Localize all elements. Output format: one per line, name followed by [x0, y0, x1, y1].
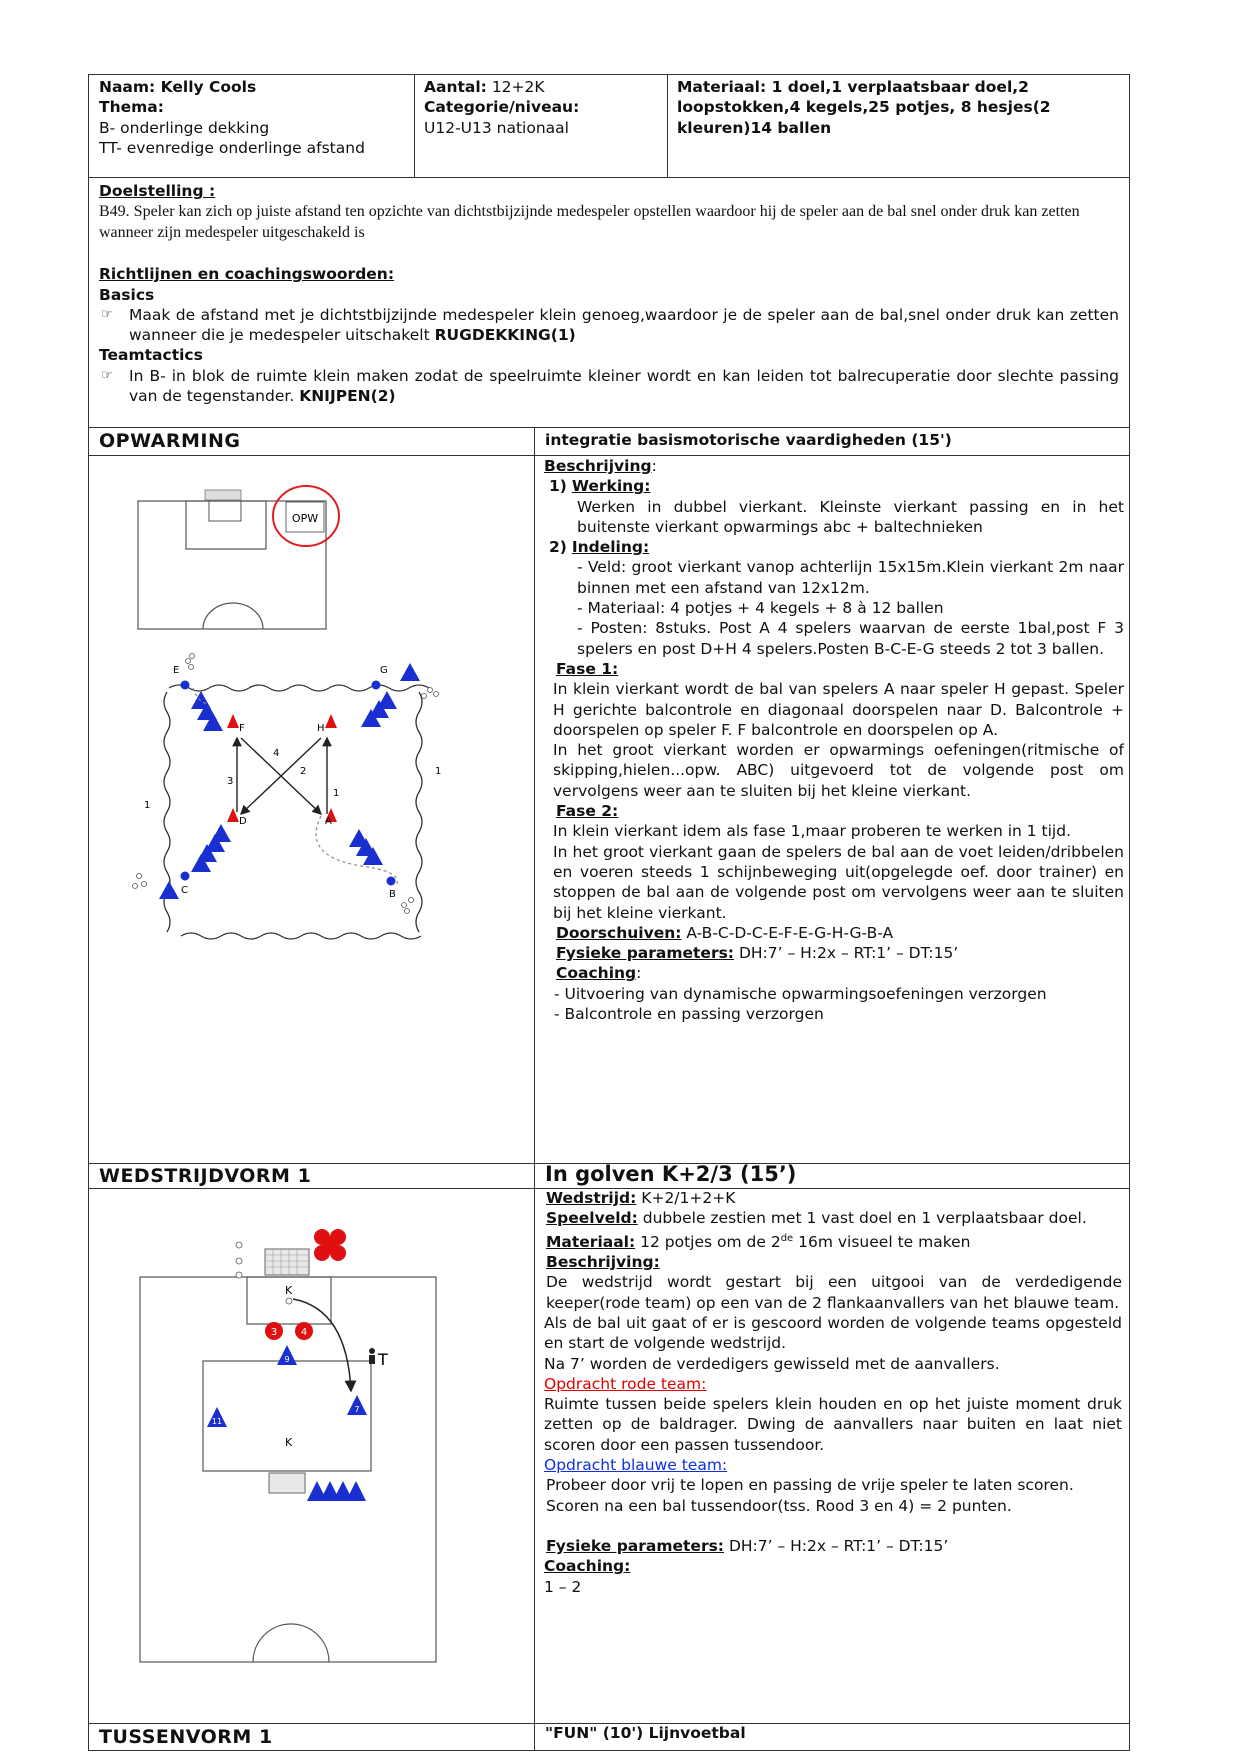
- player-label: B: [389, 889, 396, 900]
- basics-bold: RUGDEKKING(1): [434, 326, 576, 345]
- header-row: [88, 74, 1130, 178]
- doorschuiven-text: A-B-C-D-C-E-F-E-G-H-G-B-A: [681, 923, 894, 942]
- werking-title: Werking:: [571, 477, 651, 496]
- categorie-value: U12-U13 nationaal: [424, 118, 569, 137]
- doelstelling-title: Doelstelling :: [99, 182, 216, 200]
- trainer-icon: [369, 1348, 375, 1364]
- teamtactics-bold: KNIJPEN(2): [299, 387, 396, 406]
- player-label: G: [380, 665, 388, 676]
- fase1-title: Fase 1:: [556, 659, 619, 678]
- header-name-cell: [99, 77, 409, 177]
- header-aantal-cell: [424, 77, 664, 177]
- teamtactics-title: Teamtactics: [99, 346, 203, 365]
- fase1-text-1: In klein vierkant wordt de bal van spelers A naar speler H gepast. Speler H gerichte balcontrole en diagonaal doorspelen naar D. Balcontrole + doorspelen op speler F. F balcontrole en doorspelen op A.: [553, 680, 1124, 739]
- pointing-hand-icon: ☞: [101, 306, 113, 322]
- player-label: A: [325, 816, 332, 827]
- teamtactics-text: In B- in blok de ruimte klein maken zodat de speelruimte kleiner wordt en kan leiden tot balrecuperatie door slechte passing van de tegenstander.: [129, 366, 1119, 406]
- doelstelling-text: B49. Speler kan zich op juiste afstand ten opzichte van dichtstbijzijnde medespeler opstellen waardoor hij de speler aan de bal snel onder druk kan zetten wanneer zijn medespeler uitgeschakeld is: [99, 203, 1080, 242]
- fase2-title: Fase 2:: [556, 802, 619, 821]
- aantal-value: 12+2K: [491, 78, 545, 96]
- arrow-number: 4: [273, 748, 280, 759]
- pointing-hand-icon: ☞: [101, 367, 113, 383]
- indeling-title: Indeling:: [571, 538, 650, 557]
- indeling-line: - Materiaal: 4 potjes + 4 kegels + 8 à 12 ballen: [577, 599, 944, 618]
- richtlijnen-title: Richtlijnen en coachingswoorden:: [99, 265, 395, 284]
- tussenvorm-subtitle: "FUN" (10') Lijnvoetbal: [545, 1724, 746, 1742]
- arrow-number: 1: [435, 766, 442, 777]
- player-label: D: [239, 816, 247, 827]
- coaching-line: - Balcontrole en passing verzorgen: [554, 1005, 824, 1024]
- tussenvorm-header-row: [88, 1723, 1130, 1751]
- fase2-text-1: In klein vierkant idem als fase 1,maar proberen te werken in 1 tijd.: [553, 822, 1071, 841]
- arrow-number: 1: [333, 788, 340, 799]
- wedstrijdvorm-subtitle: In golven K+2/3 (15’): [545, 1162, 797, 1186]
- red-player-number: 3: [270, 1327, 278, 1338]
- blue-player-number: 9: [284, 1355, 290, 1364]
- keeper-label: K: [285, 1284, 293, 1297]
- indeling-line: - Posten: 8stuks. Post A 4 spelers waarvan de eerste 1bal,post F 3 spelers en post D+H 4 spelers.Posten B-C-E-G steeds 2 tot 3 ballen.: [577, 619, 1124, 658]
- thema-line-2: TT- evenredige onderlinge afstand: [99, 138, 365, 157]
- basics-text: Maak de afstand met je dichtstbijzijnde medespeler klein genoeg,waardoor je de speler aan de bal,snel onder druk kan zetten wanneer die je medespeler uitschakelt: [129, 305, 1119, 345]
- opwarming-title: OPWARMING: [99, 430, 241, 452]
- opwarming-subtitle: integratie basismotorische vaardigheden (15'): [545, 431, 952, 449]
- basics-title: Basics: [99, 285, 155, 304]
- trainer-label: T: [378, 1350, 388, 1369]
- categorie-label: Categorie/niveau:: [424, 98, 580, 117]
- keeper-label: K: [285, 1436, 293, 1449]
- trainer-name: Naam: Kelly Cools: [99, 78, 257, 96]
- fysieke-text: DH:7’ – H:2x – RT:1’ – DT:15’: [734, 944, 959, 963]
- teamtactics-bullet: [99, 366, 1119, 407]
- wedstrijdvorm-header-row: [88, 1163, 1130, 1189]
- wedstrijdvorm-title: WEDSTRIJDVORM 1: [99, 1165, 312, 1187]
- wedstrijdvorm-diagram: [89, 1189, 534, 1723]
- blue-player-number: 11: [211, 1417, 223, 1426]
- wedstrijdvorm-text: Wedstrijd: K+2/1+2+K Speelveld: dubbele zestien met 1 vast doel en 1 verplaatsbaar doel. Materiaal: 12 potjes om de 2de 16m visueel te maken Beschrijving: De wedstrijd wordt gestart bij een uitgooi van de verdedigende keeper(rode team) op een van de 2 flankaanvallers van het blauwe team. Als de bal uit gaat of er is gescoord worden de volgende teams opgesteld en start de volgende wedstrijd. Na 7’ worden de verdedigers gewisseld met de aanvallers. Opdracht rode team: Ruimte tussen beide spelers klein houden en op het juiste moment druk zetten op de baldrager. Dwing de aanvallers naar buiten en laat niet scoren door een passen tussendoor. Opdracht blauwe team: Probeer door vrij te lopen en passing de vrije speler te laten scoren. Scoren na een bal tussendoor(tss. Rood 3 en 4) = 2 punten. Fysieke parameters: DH:7’ – H:2x – RT:1’ – DT:15’ Coaching: 1 – 2: [544, 1189, 1122, 1596]
- coaching-line: - Uitvoering van dynamische opwarmingsoefeningen verzorgen: [554, 984, 1047, 1003]
- opdracht-rood-title: Opdracht rode team:: [544, 1374, 707, 1393]
- fase1-text-2: In het groot vierkant worden er opwarmings oefeningen(ritmische of skipping,hielen...opw. ABC) uitgevoerd tot de volgende post om vervolgens weer aan te sluiten bij het kleine vierkant.: [553, 741, 1124, 800]
- player-label: H: [317, 723, 325, 734]
- player-label: C: [181, 885, 188, 896]
- player-label: E: [173, 665, 180, 676]
- player-label: F: [239, 723, 245, 734]
- indeling-line: - Veld: groot vierkant vanop achterlijn 15x15m.Klein vierkant 2m naar binnen met een afstand van 12x12m.: [577, 558, 1124, 597]
- red-player-number: 4: [300, 1327, 308, 1338]
- thema-label: Thema:: [99, 98, 164, 117]
- fysieke-title: Fysieke parameters:: [556, 944, 735, 963]
- doelstelling-row: [88, 177, 1130, 428]
- opw-label: OPW: [291, 512, 319, 525]
- aantal-label: Aantal:: [424, 78, 487, 96]
- arrow-number: 3: [227, 776, 234, 787]
- tussenvorm-title: TUSSENVORM 1: [99, 1726, 273, 1748]
- werking-text: Werken in dubbel vierkant. Kleinste vierkant passing en in het buitenste vierkant opwarmings abc + baltechnieken: [577, 497, 1124, 536]
- blue-player-number: 7: [354, 1405, 360, 1414]
- doorschuiven-title: Doorschuiven:: [556, 923, 682, 942]
- materiaal-text: Materiaal: 1 doel,1 verplaatsbaar doel,2 loopstokken,4 kegels,25 potjes, 8 hesjes(2 kleuren)14 ballen: [677, 78, 1051, 137]
- header-materiaal-cell: [677, 77, 1122, 177]
- opdracht-blauw-title: Opdracht blauwe team:: [544, 1456, 728, 1475]
- opwarming-text: Beschrijving: 1) Werking: Werken in dubbel vierkant. Kleinste vierkant passing en in het buitenste vierkant opwarmings abc + baltechnieken 2) Indeling: - Veld: groot vierkant vanop achterlijn 15x15m.Klein vierkant 2m naar binnen met een afstand van 12x12m. - Materiaal: 4 potjes + 4 kegels + 8 à 12 ballen - Posten: 8stuks. Post A 4 spelers waarvan de eerste 1bal,post F 3 spelers en post D+H 4 spelers.Posten B-C-E-G steeds 2 tot 3 ballen. Fase 1: In klein vierkant wordt de bal van spelers A naar speler H gepast. Speler H gerichte balcontrole en diagonaal doorspelen naar D. Balcontrole + doorspelen op speler F. F balcontrole en doorspelen op A. In het groot vierkant worden er opwarmings oefeningen(ritmische of skipping,hielen...opw. ABC) uitgevoerd tot de volgende post om vervolgens weer aan te sluiten bij het kleine vierkant. Fase 2: In klein vierkant idem als fase 1,maar proberen te werken in 1 tijd. In het groot vierkant gaan de spelers de bal aan de voet leiden/dribbelen en voeren steeds 1 schijnbeweging uit(opgelegde oef. door trainer) en stoppen de bal aan de volgende post om vervolgens weer aan te sluiten bij het kleine vierkant. Doorschuiven: A-B-C-D-C-E-F-E-G-H-G-B-A Fysieke parameters: DH:7’ – H:2x – RT:1’ – DT:15’ Coaching: - Uitvoering van dynamische opwarmingsoefeningen verzorgen - Balcontrole en passing verzorgen: [544, 457, 1124, 1024]
- thema-line-1: B- onderlinge dekking: [99, 118, 270, 137]
- arrow-number: 1: [144, 800, 151, 811]
- arrow-number: 2: [300, 766, 307, 777]
- opwarming-diagram: [89, 456, 534, 1163]
- fase2-text-2: In het groot vierkant gaan de spelers de bal aan de voet leiden/dribbelen en voeren steeds 1 schijnbeweging uit(opgelegde oef. door trainer) en stoppen de bal aan de volgende post om vervolgens weer aan te sluiten bij het kleine vierkant.: [553, 842, 1124, 922]
- wedstrijdvorm-body-row: [88, 1188, 1130, 1724]
- opwarming-body-row: [88, 455, 1130, 1163]
- opwarming-header-row: [88, 427, 1130, 456]
- coaching-title: Coaching: [556, 964, 637, 983]
- beschrijving-title: Beschrijving: [544, 457, 652, 475]
- basics-bullet: [99, 305, 1119, 346]
